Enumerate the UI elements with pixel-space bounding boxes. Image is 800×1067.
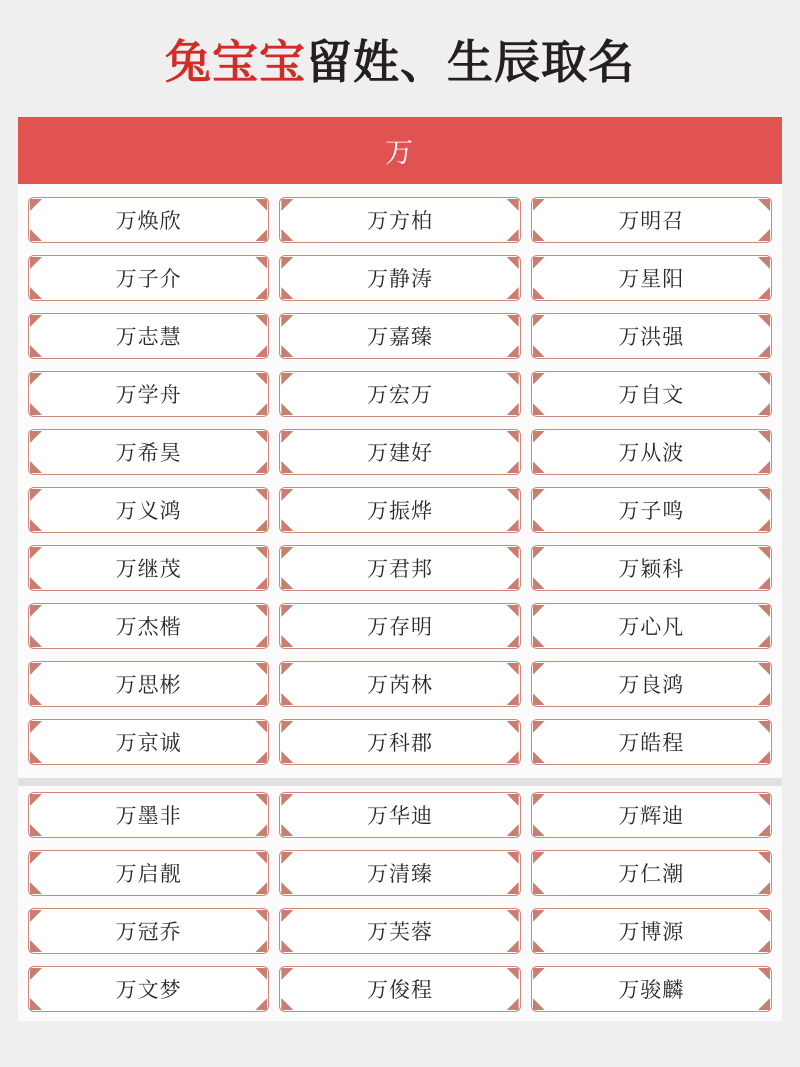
name-card (531, 850, 772, 896)
page-title (0, 26, 800, 92)
corner-ornament-icon (507, 824, 519, 836)
corner-ornament-icon (30, 882, 42, 894)
corner-ornament-icon (30, 605, 42, 617)
corner-ornament-icon (255, 852, 267, 864)
name-card (279, 850, 520, 896)
name-text: 万皓程 (618, 732, 685, 755)
name-text: 万方柏 (366, 210, 433, 233)
corner-ornament-icon (533, 693, 545, 705)
name-text: 万良鸿 (618, 674, 685, 697)
name-text: 万静涛 (366, 268, 433, 291)
corner-ornament-icon (758, 461, 770, 473)
corner-ornament-icon (507, 968, 519, 980)
name-card (28, 719, 269, 765)
corner-ornament-icon (533, 461, 545, 473)
corner-ornament-icon (507, 882, 519, 894)
corner-ornament-icon (507, 940, 519, 952)
corner-ornament-icon (758, 605, 770, 617)
corner-ornament-icon (30, 547, 42, 559)
corner-ornament-icon (758, 693, 770, 705)
corner-ornament-icon (30, 998, 42, 1010)
corner-ornament-icon (758, 998, 770, 1010)
corner-ornament-icon (281, 229, 293, 241)
corner-ornament-icon (507, 910, 519, 922)
corner-ornament-icon (758, 287, 770, 299)
name-text: 万思彬 (115, 674, 182, 697)
name-card (28, 197, 269, 243)
corner-ornament-icon (533, 287, 545, 299)
corner-ornament-icon (507, 751, 519, 763)
corner-ornament-icon (758, 910, 770, 922)
corner-ornament-icon (507, 199, 519, 211)
names-panel-bottom (18, 786, 782, 1021)
name-text: 万华迪 (366, 805, 433, 828)
corner-ornament-icon (255, 547, 267, 559)
corner-ornament-icon (507, 461, 519, 473)
corner-ornament-icon (507, 577, 519, 589)
corner-ornament-icon (30, 940, 42, 952)
corner-ornament-icon (30, 635, 42, 647)
name-card (531, 661, 772, 707)
corner-ornament-icon (281, 721, 293, 733)
corner-ornament-icon (507, 489, 519, 501)
corner-ornament-icon (281, 547, 293, 559)
corner-ornament-icon (533, 373, 545, 385)
corner-ornament-icon (255, 940, 267, 952)
corner-ornament-icon (507, 287, 519, 299)
corner-ornament-icon (758, 968, 770, 980)
corner-ornament-icon (255, 489, 267, 501)
corner-ornament-icon (30, 721, 42, 733)
name-card (28, 908, 269, 954)
names-grid-bottom (18, 786, 782, 1021)
corner-ornament-icon (533, 229, 545, 241)
corner-ornament-icon (30, 824, 42, 836)
name-card (28, 966, 269, 1012)
name-text: 万希昊 (115, 442, 182, 465)
corner-ornament-icon (533, 547, 545, 559)
name-card (279, 661, 520, 707)
corner-ornament-icon (30, 968, 42, 980)
corner-ornament-icon (533, 751, 545, 763)
surname-header: 万 (18, 117, 782, 184)
corner-ornament-icon (30, 315, 42, 327)
corner-ornament-icon (533, 257, 545, 269)
corner-ornament-icon (30, 751, 42, 763)
corner-ornament-icon (281, 461, 293, 473)
corner-ornament-icon (758, 721, 770, 733)
corner-ornament-icon (281, 852, 293, 864)
name-text: 万义鸿 (115, 500, 182, 523)
corner-ornament-icon (30, 910, 42, 922)
corner-ornament-icon (255, 257, 267, 269)
corner-ornament-icon (758, 373, 770, 385)
name-card (531, 371, 772, 417)
corner-ornament-icon (758, 431, 770, 443)
corner-ornament-icon (30, 519, 42, 531)
name-card (28, 792, 269, 838)
name-text: 万建好 (366, 442, 433, 465)
name-text: 万仁潮 (618, 863, 685, 886)
name-text: 万学舟 (115, 384, 182, 407)
name-text: 万星阳 (618, 268, 685, 291)
name-card (28, 371, 269, 417)
name-text: 万骏麟 (618, 979, 685, 1002)
corner-ornament-icon (507, 663, 519, 675)
corner-ornament-icon (758, 403, 770, 415)
name-text: 万芙蓉 (366, 921, 433, 944)
corner-ornament-icon (533, 605, 545, 617)
name-card (28, 429, 269, 475)
corner-ornament-icon (507, 315, 519, 327)
name-card (279, 908, 520, 954)
corner-ornament-icon (255, 794, 267, 806)
corner-ornament-icon (30, 431, 42, 443)
name-text: 万墨非 (115, 805, 182, 828)
corner-ornament-icon (281, 199, 293, 211)
corner-ornament-icon (758, 519, 770, 531)
corner-ornament-icon (507, 605, 519, 617)
corner-ornament-icon (30, 577, 42, 589)
name-card (28, 850, 269, 896)
name-card (279, 255, 520, 301)
name-card (279, 429, 520, 475)
corner-ornament-icon (507, 721, 519, 733)
corner-ornament-icon (758, 940, 770, 952)
corner-ornament-icon (758, 229, 770, 241)
name-card (279, 313, 520, 359)
corner-ornament-icon (30, 489, 42, 501)
corner-ornament-icon (281, 968, 293, 980)
corner-ornament-icon (533, 968, 545, 980)
corner-ornament-icon (255, 315, 267, 327)
name-card (279, 966, 520, 1012)
corner-ornament-icon (758, 794, 770, 806)
corner-ornament-icon (533, 199, 545, 211)
name-card (28, 603, 269, 649)
corner-ornament-icon (281, 577, 293, 589)
corner-ornament-icon (281, 824, 293, 836)
section-divider (18, 778, 782, 786)
corner-ornament-icon (255, 519, 267, 531)
corner-ornament-icon (507, 998, 519, 1010)
corner-ornament-icon (533, 998, 545, 1010)
name-text: 万辉迪 (618, 805, 685, 828)
name-card (531, 603, 772, 649)
name-text: 万博源 (618, 921, 685, 944)
corner-ornament-icon (255, 403, 267, 415)
corner-ornament-icon (281, 431, 293, 443)
corner-ornament-icon (281, 287, 293, 299)
corner-ornament-icon (758, 315, 770, 327)
corner-ornament-icon (30, 794, 42, 806)
name-card (531, 197, 772, 243)
corner-ornament-icon (281, 794, 293, 806)
corner-ornament-icon (255, 461, 267, 473)
corner-ornament-icon (533, 345, 545, 357)
name-text: 万振烨 (366, 500, 433, 523)
corner-ornament-icon (255, 287, 267, 299)
corner-ornament-icon (507, 794, 519, 806)
name-card (531, 908, 772, 954)
corner-ornament-icon (533, 431, 545, 443)
corner-ornament-icon (255, 910, 267, 922)
corner-ornament-icon (30, 693, 42, 705)
corner-ornament-icon (281, 605, 293, 617)
corner-ornament-icon (507, 403, 519, 415)
name-card (28, 255, 269, 301)
name-text: 万子介 (115, 268, 182, 291)
name-card (531, 792, 772, 838)
corner-ornament-icon (255, 577, 267, 589)
corner-ornament-icon (281, 373, 293, 385)
corner-ornament-icon (507, 635, 519, 647)
name-card (279, 197, 520, 243)
corner-ornament-icon (758, 489, 770, 501)
corner-ornament-icon (255, 882, 267, 894)
corner-ornament-icon (533, 315, 545, 327)
name-card (28, 487, 269, 533)
corner-ornament-icon (30, 461, 42, 473)
corner-ornament-icon (507, 373, 519, 385)
corner-ornament-icon (533, 794, 545, 806)
name-card (28, 313, 269, 359)
name-text: 万俊程 (366, 979, 433, 1002)
corner-ornament-icon (255, 751, 267, 763)
corner-ornament-icon (255, 199, 267, 211)
corner-ornament-icon (533, 824, 545, 836)
corner-ornament-icon (507, 229, 519, 241)
corner-ornament-icon (255, 605, 267, 617)
name-card (279, 545, 520, 591)
corner-ornament-icon (507, 519, 519, 531)
name-text: 万继茂 (115, 558, 182, 581)
corner-ornament-icon (533, 663, 545, 675)
page-title-rest: 留姓、生辰取名 (306, 36, 635, 88)
names-grid-top (18, 184, 782, 778)
corner-ornament-icon (758, 199, 770, 211)
name-text: 万志慧 (115, 326, 182, 349)
name-text: 万明召 (618, 210, 685, 233)
name-card (531, 719, 772, 765)
name-text: 万子鸣 (618, 500, 685, 523)
corner-ornament-icon (758, 751, 770, 763)
corner-ornament-icon (281, 403, 293, 415)
name-card (531, 255, 772, 301)
name-text: 万颖科 (618, 558, 685, 581)
corner-ornament-icon (255, 431, 267, 443)
name-text: 万从波 (618, 442, 685, 465)
corner-ornament-icon (758, 824, 770, 836)
corner-ornament-icon (255, 345, 267, 357)
corner-ornament-icon (255, 229, 267, 241)
corner-ornament-icon (758, 345, 770, 357)
page-title-highlight: 兔宝宝 (165, 36, 306, 88)
corner-ornament-icon (533, 403, 545, 415)
name-text: 万文梦 (115, 979, 182, 1002)
corner-ornament-icon (281, 910, 293, 922)
corner-ornament-icon (281, 489, 293, 501)
name-text: 万洪强 (618, 326, 685, 349)
name-card (279, 792, 520, 838)
corner-ornament-icon (281, 882, 293, 894)
corner-ornament-icon (30, 257, 42, 269)
corner-ornament-icon (533, 577, 545, 589)
corner-ornament-icon (281, 751, 293, 763)
name-text: 万自文 (618, 384, 685, 407)
name-card (531, 487, 772, 533)
corner-ornament-icon (533, 635, 545, 647)
corner-ornament-icon (533, 519, 545, 531)
corner-ornament-icon (281, 663, 293, 675)
name-text: 万清臻 (366, 863, 433, 886)
name-text: 万嘉臻 (366, 326, 433, 349)
corner-ornament-icon (533, 489, 545, 501)
corner-ornament-icon (507, 345, 519, 357)
corner-ornament-icon (758, 635, 770, 647)
corner-ornament-icon (281, 257, 293, 269)
name-text: 万京诚 (115, 732, 182, 755)
corner-ornament-icon (281, 940, 293, 952)
corner-ornament-icon (507, 431, 519, 443)
corner-ornament-icon (30, 373, 42, 385)
names-panel-top (18, 117, 782, 778)
corner-ornament-icon (507, 257, 519, 269)
name-text: 万科郡 (366, 732, 433, 755)
corner-ornament-icon (30, 199, 42, 211)
corner-ornament-icon (30, 345, 42, 357)
corner-ornament-icon (255, 663, 267, 675)
corner-ornament-icon (281, 635, 293, 647)
name-card (28, 545, 269, 591)
corner-ornament-icon (533, 910, 545, 922)
name-card (279, 719, 520, 765)
corner-ornament-icon (281, 315, 293, 327)
name-text: 万焕欣 (115, 210, 182, 233)
name-card (531, 966, 772, 1012)
corner-ornament-icon (533, 852, 545, 864)
name-card (28, 661, 269, 707)
corner-ornament-icon (533, 721, 545, 733)
name-card (279, 487, 520, 533)
corner-ornament-icon (281, 693, 293, 705)
name-text: 万杰楷 (115, 616, 182, 639)
corner-ornament-icon (758, 852, 770, 864)
corner-ornament-icon (281, 519, 293, 531)
corner-ornament-icon (758, 577, 770, 589)
corner-ornament-icon (533, 940, 545, 952)
name-card (531, 545, 772, 591)
corner-ornament-icon (758, 663, 770, 675)
corner-ornament-icon (758, 547, 770, 559)
corner-ornament-icon (507, 852, 519, 864)
corner-ornament-icon (30, 852, 42, 864)
corner-ornament-icon (507, 547, 519, 559)
name-text: 万心凡 (618, 616, 685, 639)
corner-ornament-icon (533, 882, 545, 894)
name-text: 万启靓 (115, 863, 182, 886)
corner-ornament-icon (30, 229, 42, 241)
name-text: 万存明 (366, 616, 433, 639)
corner-ornament-icon (758, 257, 770, 269)
name-text: 万冠乔 (115, 921, 182, 944)
name-text: 万芮林 (366, 674, 433, 697)
corner-ornament-icon (255, 968, 267, 980)
corner-ornament-icon (758, 882, 770, 894)
name-text: 万君邦 (366, 558, 433, 581)
name-card (279, 603, 520, 649)
name-text: 万宏万 (366, 384, 433, 407)
name-card (531, 313, 772, 359)
corner-ornament-icon (281, 345, 293, 357)
corner-ornament-icon (30, 663, 42, 675)
corner-ornament-icon (507, 693, 519, 705)
corner-ornament-icon (255, 635, 267, 647)
name-card (279, 371, 520, 417)
corner-ornament-icon (255, 693, 267, 705)
corner-ornament-icon (30, 287, 42, 299)
name-card (531, 429, 772, 475)
corner-ornament-icon (255, 824, 267, 836)
corner-ornament-icon (255, 998, 267, 1010)
corner-ornament-icon (255, 721, 267, 733)
content-area (18, 117, 782, 1021)
corner-ornament-icon (30, 403, 42, 415)
corner-ornament-icon (281, 998, 293, 1010)
corner-ornament-icon (255, 373, 267, 385)
